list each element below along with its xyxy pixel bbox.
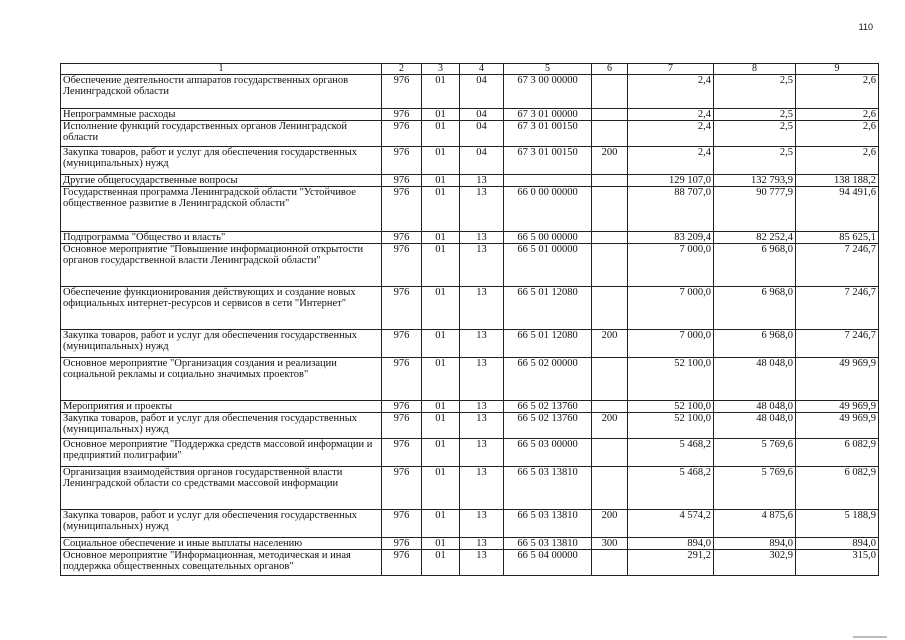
amount-col7: 5 468,2 <box>628 467 714 510</box>
expense-type-code <box>592 187 628 232</box>
expense-type-code <box>592 550 628 576</box>
page-number: 110 <box>858 22 873 32</box>
section-code: 01 <box>422 401 460 413</box>
expense-type-code <box>592 232 628 244</box>
table-row <box>61 401 879 413</box>
ministry-code: 976 <box>382 109 422 121</box>
ministry-code: 976 <box>382 538 422 550</box>
amount-col9: 49 969,9 <box>796 413 879 439</box>
target-article-code: 66 5 01 00000 <box>504 244 592 287</box>
target-article-code: 66 5 02 00000 <box>504 358 592 401</box>
amount-col7: 52 100,0 <box>628 401 714 413</box>
subsection-code: 13 <box>460 401 504 413</box>
item-name: Организация взаимодействия органов государственной власти Ленинградской области со средствами массовой информации <box>61 467 382 510</box>
amount-col8: 90 777,9 <box>714 187 796 232</box>
header-cell: 4 <box>460 64 504 75</box>
header-cell: 3 <box>422 64 460 75</box>
table-row <box>61 175 879 187</box>
amount-col7: 129 107,0 <box>628 175 714 187</box>
table-row <box>61 467 879 510</box>
scan-edge-mark <box>853 636 887 638</box>
header-cell: 8 <box>714 64 796 75</box>
item-name: Закупка товаров, работ и услуг для обеспечения государственных (муниципальных) нужд <box>61 413 382 439</box>
header-cell: 5 <box>504 64 592 75</box>
expense-type-code <box>592 244 628 287</box>
table-row <box>61 187 879 232</box>
table-row <box>61 147 879 175</box>
header-cell: 2 <box>382 64 422 75</box>
item-name: Государственная программа Ленинградской области "Устойчивое общественное развитие в Ленинградской области" <box>61 187 382 232</box>
ministry-code: 976 <box>382 358 422 401</box>
amount-col7: 88 707,0 <box>628 187 714 232</box>
table-row <box>61 232 879 244</box>
amount-col8: 2,5 <box>714 121 796 147</box>
amount-col9: 2,6 <box>796 75 879 109</box>
section-code: 01 <box>422 330 460 358</box>
subsection-code: 13 <box>460 244 504 287</box>
ministry-code: 976 <box>382 147 422 175</box>
target-article-code: 67 3 01 00150 <box>504 121 592 147</box>
ministry-code: 976 <box>382 244 422 287</box>
amount-col8: 6 968,0 <box>714 287 796 330</box>
ministry-code: 976 <box>382 232 422 244</box>
amount-col7: 7 000,0 <box>628 244 714 287</box>
item-name: Основное мероприятие "Информационная, методическая и иная поддержка общественных совещательных органов" <box>61 550 382 576</box>
amount-col8: 48 048,0 <box>714 401 796 413</box>
subsection-code: 13 <box>460 413 504 439</box>
table-row <box>61 109 879 121</box>
item-name: Непрограммные расходы <box>61 109 382 121</box>
section-code: 01 <box>422 232 460 244</box>
amount-col9: 2,6 <box>796 109 879 121</box>
ministry-code: 976 <box>382 330 422 358</box>
subsection-code: 13 <box>460 550 504 576</box>
amount-col9: 2,6 <box>796 121 879 147</box>
section-code: 01 <box>422 147 460 175</box>
amount-col8: 5 769,6 <box>714 439 796 467</box>
amount-col8: 302,9 <box>714 550 796 576</box>
header-cell: 7 <box>628 64 714 75</box>
subsection-code: 04 <box>460 121 504 147</box>
item-name: Закупка товаров, работ и услуг для обеспечения государственных (муниципальных) нужд <box>61 510 382 538</box>
subsection-code: 04 <box>460 147 504 175</box>
subsection-code: 13 <box>460 232 504 244</box>
expense-type-code: 200 <box>592 147 628 175</box>
section-code: 01 <box>422 75 460 109</box>
amount-col9: 7 246,7 <box>796 244 879 287</box>
ministry-code: 976 <box>382 287 422 330</box>
item-name: Основное мероприятие "Организация создания и реализации социальной рекламы и социально значимых проектов" <box>61 358 382 401</box>
target-article-code: 66 5 03 13810 <box>504 510 592 538</box>
target-article-code: 66 5 03 13810 <box>504 538 592 550</box>
amount-col8: 2,5 <box>714 147 796 175</box>
expense-type-code <box>592 439 628 467</box>
item-name: Закупка товаров, работ и услуг для обеспечения государственных (муниципальных) нужд <box>61 330 382 358</box>
section-code: 01 <box>422 550 460 576</box>
amount-col7: 83 209,4 <box>628 232 714 244</box>
subsection-code: 13 <box>460 287 504 330</box>
target-article-code: 66 5 00 00000 <box>504 232 592 244</box>
section-code: 01 <box>422 413 460 439</box>
ministry-code: 976 <box>382 413 422 439</box>
amount-col9: 6 082,9 <box>796 467 879 510</box>
expense-type-code <box>592 358 628 401</box>
amount-col9: 5 188,9 <box>796 510 879 538</box>
amount-col8: 4 875,6 <box>714 510 796 538</box>
amount-col9: 85 625,1 <box>796 232 879 244</box>
amount-col7: 7 000,0 <box>628 287 714 330</box>
ministry-code: 976 <box>382 121 422 147</box>
amount-col7: 4 574,2 <box>628 510 714 538</box>
amount-col9: 6 082,9 <box>796 439 879 467</box>
item-name: Обеспечение деятельности аппаратов государственных органов Ленинградской области <box>61 75 382 109</box>
amount-col8: 82 252,4 <box>714 232 796 244</box>
subsection-code: 13 <box>460 358 504 401</box>
section-code: 01 <box>422 121 460 147</box>
amount-col8: 48 048,0 <box>714 413 796 439</box>
subsection-code: 04 <box>460 75 504 109</box>
amount-col9: 894,0 <box>796 538 879 550</box>
item-name: Другие общегосударственные вопросы <box>61 175 382 187</box>
table-row <box>61 358 879 401</box>
amount-col7: 2,4 <box>628 121 714 147</box>
ministry-code: 976 <box>382 439 422 467</box>
expense-type-code: 300 <box>592 538 628 550</box>
amount-col9: 2,6 <box>796 147 879 175</box>
table-row <box>61 287 879 330</box>
section-code: 01 <box>422 358 460 401</box>
amount-col9: 315,0 <box>796 550 879 576</box>
section-code: 01 <box>422 538 460 550</box>
amount-col7: 2,4 <box>628 147 714 175</box>
amount-col9: 49 969,9 <box>796 401 879 413</box>
section-code: 01 <box>422 510 460 538</box>
amount-col7: 5 468,2 <box>628 439 714 467</box>
amount-col7: 52 100,0 <box>628 358 714 401</box>
amount-col8: 5 769,6 <box>714 467 796 510</box>
target-article-code: 67 3 00 00000 <box>504 75 592 109</box>
table-row <box>61 413 879 439</box>
amount-col9: 7 246,7 <box>796 330 879 358</box>
amount-col9: 138 188,2 <box>796 175 879 187</box>
table-row <box>61 538 879 550</box>
subsection-code: 04 <box>460 109 504 121</box>
budget-table <box>60 63 879 576</box>
amount-col7: 2,4 <box>628 75 714 109</box>
ministry-code: 976 <box>382 187 422 232</box>
amount-col9: 49 969,9 <box>796 358 879 401</box>
subsection-code: 13 <box>460 439 504 467</box>
target-article-code: 66 5 04 00000 <box>504 550 592 576</box>
target-article-code: 66 5 03 13810 <box>504 467 592 510</box>
subsection-code: 13 <box>460 538 504 550</box>
expense-type-code <box>592 121 628 147</box>
table-row <box>61 330 879 358</box>
subsection-code: 13 <box>460 330 504 358</box>
amount-col7: 894,0 <box>628 538 714 550</box>
item-name: Подпрограмма "Общество и власть" <box>61 232 382 244</box>
amount-col9: 94 491,6 <box>796 187 879 232</box>
target-article-code: 66 5 02 13760 <box>504 401 592 413</box>
table-row <box>61 244 879 287</box>
section-code: 01 <box>422 287 460 330</box>
header-cell: 1 <box>61 64 382 75</box>
amount-col8: 894,0 <box>714 538 796 550</box>
amount-col7: 291,2 <box>628 550 714 576</box>
amount-col8: 132 793,9 <box>714 175 796 187</box>
target-article-code: 66 0 00 00000 <box>504 187 592 232</box>
amount-col7: 2,4 <box>628 109 714 121</box>
item-name: Обеспечение функционирования действующих и создание новых официальных интернет-ресурсов и сервисов в сети "Интернет" <box>61 287 382 330</box>
table-row <box>61 550 879 576</box>
item-name: Закупка товаров, работ и услуг для обеспечения государственных (муниципальных) нужд <box>61 147 382 175</box>
ministry-code: 976 <box>382 175 422 187</box>
expense-type-code <box>592 75 628 109</box>
expense-type-code: 200 <box>592 510 628 538</box>
amount-col8: 6 968,0 <box>714 244 796 287</box>
section-code: 01 <box>422 109 460 121</box>
item-name: Исполнение функций государственных органов Ленинградской области <box>61 121 382 147</box>
header-cell: 9 <box>796 64 879 75</box>
table-row <box>61 121 879 147</box>
ministry-code: 976 <box>382 510 422 538</box>
target-article-code: 66 5 01 12080 <box>504 287 592 330</box>
amount-col8: 6 968,0 <box>714 330 796 358</box>
section-code: 01 <box>422 439 460 467</box>
table-row <box>61 510 879 538</box>
amount-col9: 7 246,7 <box>796 287 879 330</box>
amount-col8: 2,5 <box>714 75 796 109</box>
expense-type-code: 200 <box>592 330 628 358</box>
item-name: Социальное обеспечение и иные выплаты населению <box>61 538 382 550</box>
expense-type-code <box>592 401 628 413</box>
subsection-code: 13 <box>460 187 504 232</box>
target-article-code: 66 5 02 13760 <box>504 413 592 439</box>
target-article-code: 66 5 01 12080 <box>504 330 592 358</box>
target-article-code: 67 3 01 00000 <box>504 109 592 121</box>
section-code: 01 <box>422 187 460 232</box>
section-code: 01 <box>422 244 460 287</box>
item-name: Основное мероприятие "Поддержка средств массовой информации и предприятий полиграфии" <box>61 439 382 467</box>
amount-col8: 2,5 <box>714 109 796 121</box>
table-row <box>61 439 879 467</box>
table-row <box>61 75 879 109</box>
target-article-code: 66 5 03 00000 <box>504 439 592 467</box>
amount-col8: 48 048,0 <box>714 358 796 401</box>
header-row <box>61 64 879 75</box>
section-code: 01 <box>422 467 460 510</box>
expense-type-code: 200 <box>592 413 628 439</box>
ministry-code: 976 <box>382 401 422 413</box>
subsection-code: 13 <box>460 175 504 187</box>
item-name: Мероприятия и проекты <box>61 401 382 413</box>
expense-type-code <box>592 175 628 187</box>
expense-type-code <box>592 467 628 510</box>
ministry-code: 976 <box>382 550 422 576</box>
ministry-code: 976 <box>382 75 422 109</box>
subsection-code: 13 <box>460 510 504 538</box>
expense-type-code <box>592 109 628 121</box>
ministry-code: 976 <box>382 467 422 510</box>
item-name: Основное мероприятие "Повышение информационной открытости органов государственной власти Ленинградской области" <box>61 244 382 287</box>
target-article-code: 67 3 01 00150 <box>504 147 592 175</box>
header-cell: 6 <box>592 64 628 75</box>
target-article-code <box>504 175 592 187</box>
subsection-code: 13 <box>460 467 504 510</box>
amount-col7: 7 000,0 <box>628 330 714 358</box>
expense-type-code <box>592 287 628 330</box>
amount-col7: 52 100,0 <box>628 413 714 439</box>
section-code: 01 <box>422 175 460 187</box>
